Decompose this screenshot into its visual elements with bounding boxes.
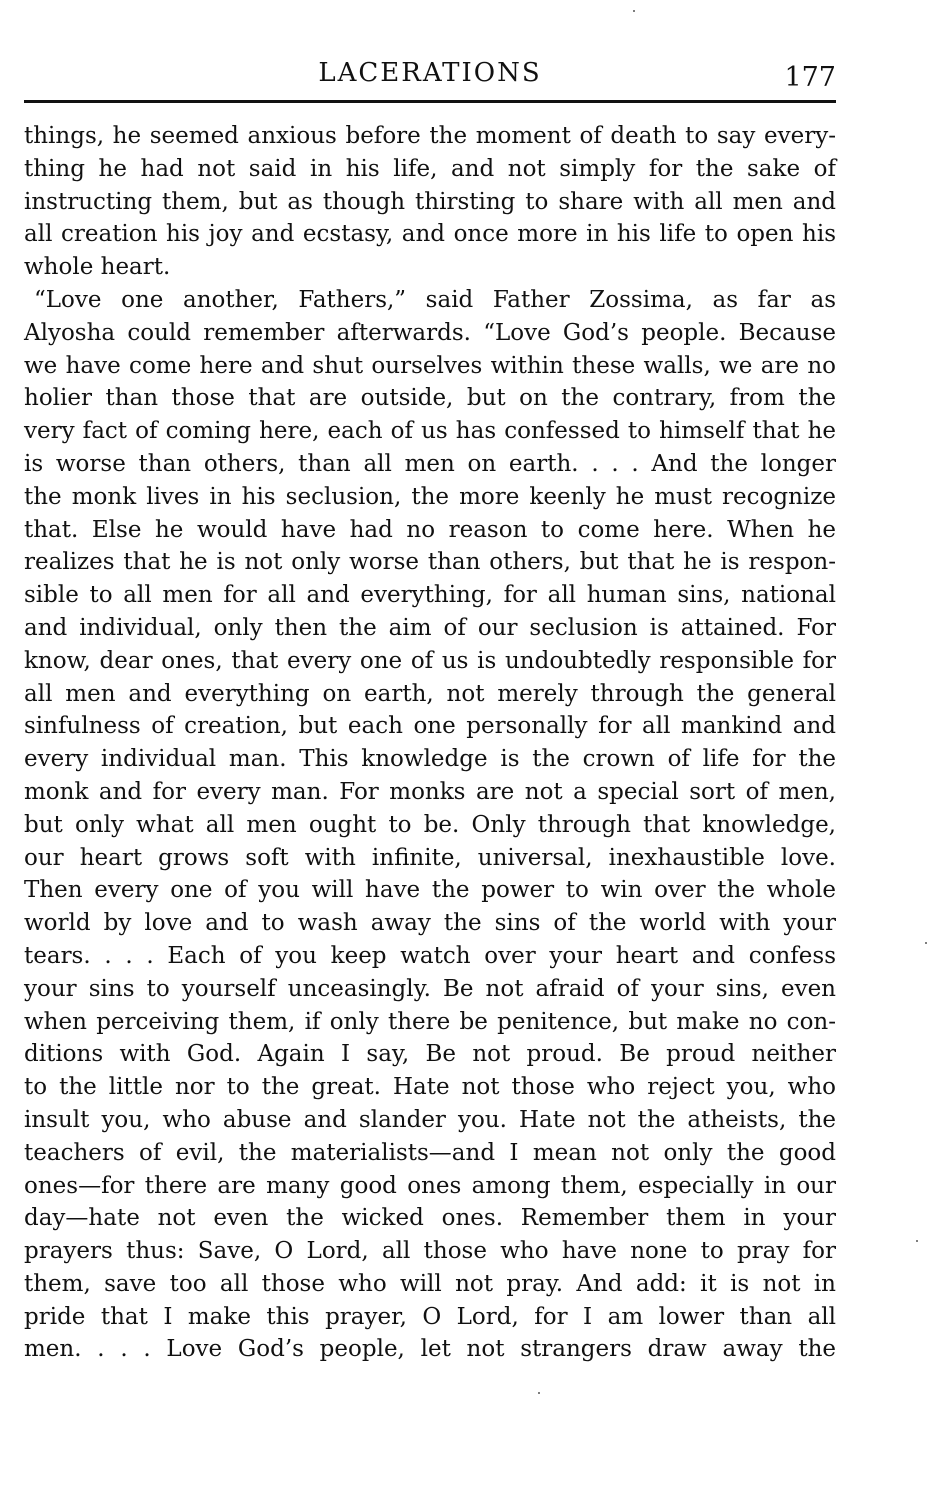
text-line: world by love and to wash away the sins of the world with your <box>24 910 836 937</box>
text-line: insult you, who abuse and slander you. Hate not the atheists, the <box>24 1106 836 1133</box>
scan-speck <box>538 1392 540 1394</box>
text-line: Alyosha could remember afterwards. “Love God’s people. Because <box>24 319 836 346</box>
text-line: is worse than others, than all men on earth. . . . And the longer <box>24 450 836 477</box>
text-line: realizes that he is not only worse than others, but that he is respon- <box>24 549 836 576</box>
text-line: Then every one of you will have the power to win over the whole <box>24 877 836 904</box>
text-line: that. Else he would have had no reason to come here. When he <box>24 516 836 543</box>
text-line: ditions with God. Again I say, Be not proud. Be proud neither <box>24 1041 836 1068</box>
text-line: when perceiving them, if only there be penitence, but make no con- <box>24 1008 836 1035</box>
body-text <box>24 120 836 1366</box>
text-line: prayers thus: Save, O Lord, all those who have none to pray for <box>24 1238 836 1265</box>
text-line: ones—for there are many good ones among them, especially in our <box>24 1172 836 1199</box>
text-line: sible to all men for all and everything, for all human sins, national <box>24 582 836 609</box>
header-rule <box>24 100 836 103</box>
chapter-title: LACERATIONS <box>318 58 542 88</box>
text-line: your sins to yourself unceasingly. Be not afraid of your sins, even <box>24 975 836 1002</box>
text-line: things, he seemed anxious before the moment of death to say every- <box>24 123 836 149</box>
scan-speck <box>633 10 635 12</box>
text-line: sinfulness of creation, but each one personally for all mankind and <box>24 713 836 740</box>
text-line: tears. . . . Each of you keep watch over your heart and confess <box>24 942 836 969</box>
scan-speck <box>925 942 927 944</box>
text-line: to the little nor to the great. Hate not those who reject you, who <box>24 1074 836 1101</box>
text-line: day—hate not even the wicked ones. Remember them in your <box>24 1205 836 1232</box>
running-header <box>24 58 836 94</box>
text-line: whole heart. <box>24 254 171 281</box>
text-line: every individual man. This knowledge is the crown of life for the <box>24 746 836 773</box>
text-line: know, dear ones, that every one of us is undoubtedly responsible for <box>24 647 836 674</box>
text-line: “Love one another, Fathers,” said Father Zossima, as far as <box>34 286 836 313</box>
text-line: teachers of evil, the materialists—and I mean not only the good <box>24 1139 836 1166</box>
text-line: holier than those that are outside, but on the contrary, from the <box>24 385 836 412</box>
text-line: our heart grows soft with infinite, universal, inexhaustible love. <box>24 844 836 871</box>
text-line: monk and for every man. For monks are not a special sort of men, <box>24 778 836 805</box>
text-line: we have come here and shut ourselves within these walls, we are no <box>24 352 836 379</box>
text-line: very fact of coming here, each of us has confessed to himself that he <box>24 418 836 445</box>
text-line: men. . . . Love God’s people, let not strangers draw away the <box>24 1336 836 1363</box>
text-line: the monk lives in his seclusion, the more keenly he must recognize <box>24 483 836 510</box>
text-line: all men and everything on earth, not merely through the general <box>24 680 836 707</box>
text-line: and individual, only then the aim of our seclusion is attained. For <box>24 614 836 641</box>
text-line: instructing them, but as though thirsting to share with all men and <box>24 188 836 215</box>
text-line: thing he had not said in his life, and not simply for the sake of <box>24 155 836 182</box>
text-line: all creation his joy and ecstasy, and once more in his life to open his <box>24 221 836 248</box>
text-line: pride that I make this prayer, O Lord, for I am lower than all <box>24 1303 836 1330</box>
page-number: 177 <box>784 62 836 93</box>
text-line: but only what all men ought to be. Only through that knowledge, <box>24 811 836 838</box>
scan-speck <box>916 1240 918 1242</box>
text-line: them, save too all those who will not pray. And add: it is not in <box>24 1270 836 1297</box>
